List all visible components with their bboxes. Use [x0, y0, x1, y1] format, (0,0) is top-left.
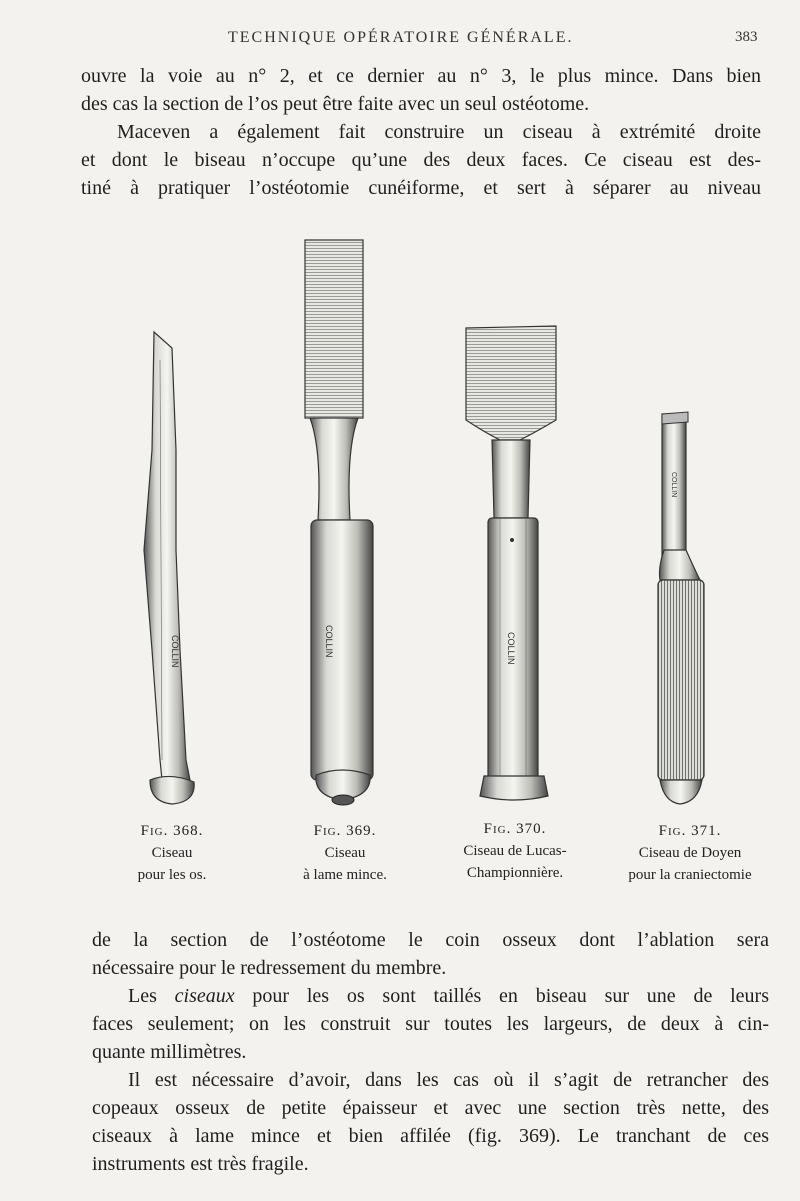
figure-title: Ciseau de Lucas-	[463, 843, 567, 859]
text-line: et dont le biseau n’occupe qu’une des deux faces. Ce ciseau est des-	[81, 149, 761, 171]
text-line: Il est nécessaire d’avoir, dans les cas où il s’agit de retrancher des	[128, 1069, 769, 1091]
maker-stamp: COLLIN	[324, 625, 334, 658]
figure-caption	[440, 818, 590, 884]
figure-title: Ciseau	[151, 845, 193, 861]
figure-title: Ciseau	[324, 845, 366, 861]
figure-caption	[270, 820, 420, 886]
instrument-plate	[0, 220, 800, 820]
figure-subtitle: pour la craniectomie	[628, 867, 752, 883]
maker-stamp: COLLIN	[170, 635, 180, 668]
text-run: Les	[128, 985, 175, 1007]
figure-caption	[606, 820, 774, 886]
text-line	[92, 982, 769, 1010]
top-paragraph	[81, 62, 761, 202]
text-line: de la section de l’ostéotome le coin osseux dont l’ablation sera	[92, 929, 769, 951]
narrow-chisel-icon	[658, 412, 704, 804]
figure-number: Fig. 369.	[313, 823, 377, 839]
running-title: TECHNIQUE OPÉRATOIRE GÉNÉRALE.	[228, 29, 574, 46]
figure-number: Fig. 368.	[140, 823, 204, 839]
text-line: des cas la section de l’os peut être faite avec un seul ostéotome.	[81, 93, 590, 115]
figure-title: Ciseau de Doyen	[638, 845, 742, 861]
figure-number: Fig. 371.	[658, 823, 722, 839]
broad-chisel-icon	[466, 326, 556, 800]
text-line: copeaux osseux de petite épaisseur et avec une section très nette, des	[92, 1097, 769, 1119]
figure-subtitle: Championnière.	[466, 865, 564, 881]
figure-number: Fig. 370.	[483, 821, 547, 837]
bottom-paragraph	[92, 926, 769, 1178]
text-line: ciseaux à lame mince et bien affilée (fig. 369). Le tranchant de ces	[92, 1125, 769, 1147]
text-line: instruments est très fragile.	[92, 1153, 309, 1175]
maker-stamp: COLLIN	[506, 632, 516, 665]
maker-stamp: COLLIN	[670, 472, 677, 498]
running-head	[0, 27, 800, 51]
figure-subtitle: pour les os.	[137, 867, 207, 883]
page-number: 383	[735, 29, 758, 45]
text-line: quante millimètres.	[92, 1041, 247, 1063]
emphasis-ciseaux: ciseaux	[174, 985, 235, 1007]
text-line: tiné à pratiquer l’ostéotomie cunéiforme, et sert à séparer au niveau	[81, 177, 761, 199]
text-run: pour les os sont taillés en biseau sur une de leurs	[234, 985, 769, 1007]
figure-subtitle: à lame mince.	[303, 867, 387, 883]
text-line: nécessaire pour le redressement du membre.	[92, 957, 447, 979]
wide-chisel-icon	[305, 240, 373, 805]
text-line: ouvre la voie au n° 2, et ce dernier au n° 3, le plus mince. Dans bien	[81, 65, 761, 87]
text-line: faces seulement; on les construit sur toutes les largeurs, de deux à cin-	[92, 1013, 769, 1035]
thin-chisel-icon	[144, 332, 194, 804]
text-line: Maceven a également fait construire un ciseau à extrémité droite	[117, 121, 761, 143]
figure-caption	[102, 820, 242, 886]
